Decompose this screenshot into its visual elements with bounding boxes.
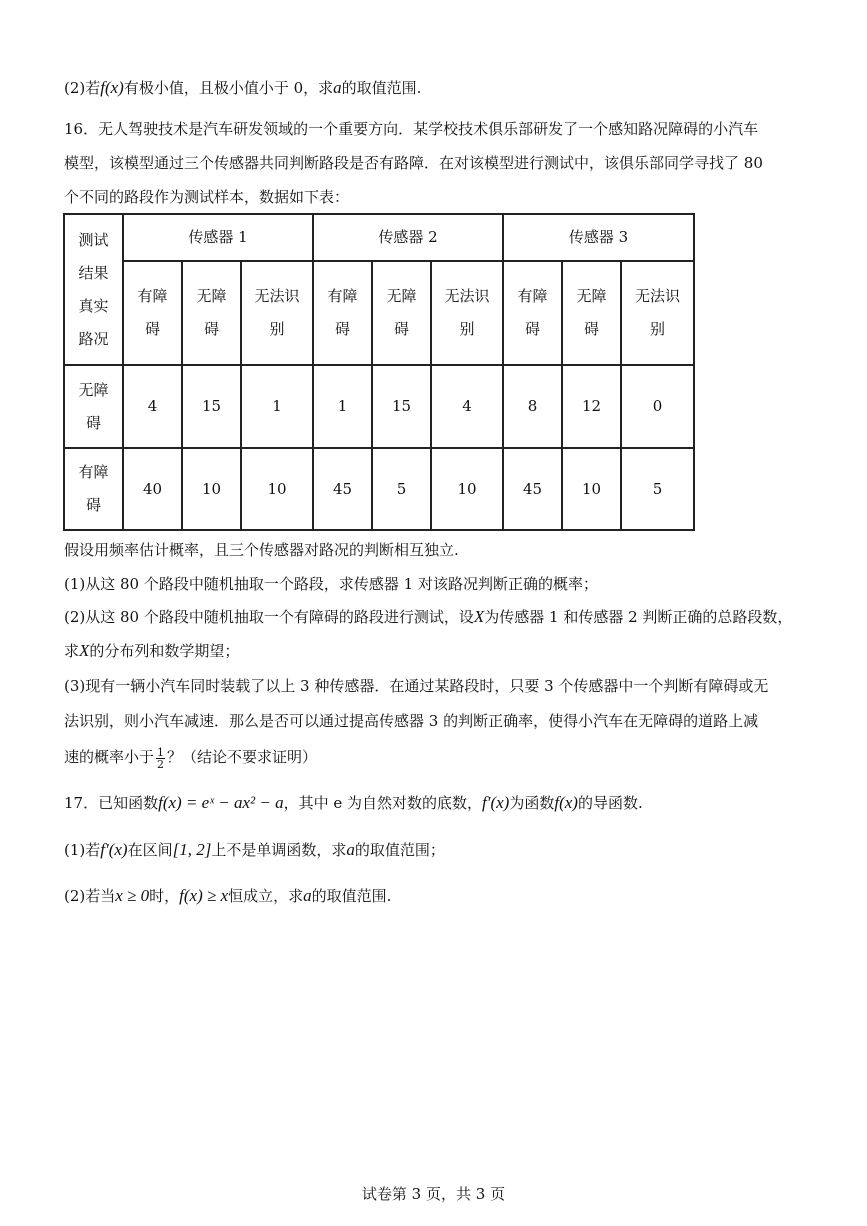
table-cell: 0 — [621, 365, 694, 448]
sensor-2-header: 传感器 2 — [313, 214, 503, 261]
table-cell: 1 — [241, 365, 313, 448]
table-cell: 45 — [313, 448, 372, 530]
table-cell: 12 — [562, 365, 621, 448]
q17-part2: (2)若当x ≥ 0时，f(x) ≥ x恒成立，求a的取值范围. — [64, 886, 392, 905]
subheader-unrecognized: 无法识 别 — [431, 261, 503, 365]
q16-part2-line1: (2)从这 80 个路段中随机抽取一个有障碍的路段进行测试，设X为传感器 1 和传感器 2 判断正确的总路段数， — [64, 607, 793, 626]
row-label: 有障 碍 — [64, 448, 123, 530]
sensor-1-header: 传感器 1 — [123, 214, 313, 261]
table-cell: 1 — [313, 365, 372, 448]
subheader-unrecognized: 无法识 别 — [621, 261, 694, 365]
table-cell: 5 — [372, 448, 431, 530]
q15-part2: (2)若f(x)有极小值，且极小值小于 0，求a的取值范围. — [64, 78, 422, 97]
corner-header: 测试 结果 真实 路况 — [64, 214, 123, 365]
math-fprime: f′(x) — [482, 793, 510, 812]
q17-stem: 17．已知函数f(x) = eˣ − ax² − a，其中 e 为自然对数的底数，f′(x)为函数f(x)的导函数. — [64, 793, 643, 812]
q16-part2-line2: 求X的分布列和数学期望； — [64, 641, 240, 660]
row-label: 无障 碍 — [64, 365, 123, 448]
sensor-data-table — [63, 213, 695, 531]
table-cell: 4 — [431, 365, 503, 448]
math-fx: f(x) — [100, 78, 124, 97]
table-cell: 10 — [241, 448, 313, 530]
q16-assumption: 假设用频率估计概率，且三个传感器对路况的判断相互独立. — [64, 541, 459, 559]
math-X: X — [79, 641, 90, 660]
table-cell: 15 — [182, 365, 241, 448]
q17-part1: (1)若f′(x)在区间[1, 2]上不是单调函数，求a的取值范围； — [64, 840, 445, 859]
subheader-no-obstacle: 无障 碍 — [372, 261, 431, 365]
table-cell: 8 — [503, 365, 562, 448]
table-cell: 4 — [123, 365, 182, 448]
q16-intro-line3: 个不同的路段作为测试样本，数据如下表： — [64, 188, 350, 206]
table-cell: 40 — [123, 448, 182, 530]
q16-part3-line3: 速的概率小于 $\frac{1}{2}$ ？（结论不要求证明） — [64, 745, 318, 771]
subheader-row — [64, 261, 694, 365]
subheader-no-obstacle: 无障 碍 — [562, 261, 621, 365]
table-cell: 10 — [431, 448, 503, 530]
math-fx: f(x) — [554, 793, 578, 812]
q16-intro-line2: 模型，该模型通过三个传感器共同判断路段是否有路障．在对该模型进行测试中，该俱乐部同学寻找了 80 — [64, 154, 763, 172]
math-interval: [1, 2] — [172, 840, 212, 859]
q16-intro-line1: 16．无人驾驶技术是汽车研发领域的一个重要方向．某学校技术俱乐部研发了一个感知路况障碍的小汽车 — [64, 120, 759, 138]
q16-part3-line2: 法识别，则小汽车减速．那么是否可以通过提高传感器 3 的判断正确率，使得小汽车在无障碍的道路上减 — [64, 712, 759, 730]
math-formula: f(x) = eˣ − ax² − a — [158, 793, 284, 812]
sensor-3-header: 传感器 3 — [503, 214, 694, 261]
table-cell: 10 — [562, 448, 621, 530]
math-condition: x ≥ 0 — [115, 886, 150, 905]
math-a: a — [333, 78, 342, 97]
subheader-obstacle: 有障 碍 — [503, 261, 562, 365]
subheader-unrecognized: 无法识 别 — [241, 261, 313, 365]
math-a: a — [303, 886, 312, 905]
q16-part1: (1)从这 80 个路段中随机抽取一个路段，求传感器 1 对该路况判断正确的概率； — [64, 575, 598, 593]
subheader-obstacle: 有障 碍 — [313, 261, 372, 365]
math-X: X — [473, 607, 485, 626]
table-cell: 5 — [621, 448, 694, 530]
table-cell: 10 — [182, 448, 241, 530]
fraction-one-half: $\frac{1}{2}$ — [157, 745, 165, 771]
q16-part3-line1: (3)现有一辆小汽车同时装载了以上 3 种传感器．在通过某路段时，只要 3 个传感器中一个判断有障碍或无 — [64, 677, 769, 695]
table-row — [64, 365, 694, 448]
math-a: a — [346, 840, 355, 859]
math-inequality: f(x) ≥ x — [179, 886, 229, 905]
table-cell: 45 — [503, 448, 562, 530]
subheader-no-obstacle: 无障 碍 — [182, 261, 241, 365]
subheader-obstacle: 有障 碍 — [123, 261, 182, 365]
math-fprime: f′(x) — [100, 840, 128, 859]
page-footer: 试卷第 3 页，共 3 页 — [361, 1185, 506, 1203]
table-row — [64, 448, 694, 530]
table-cell: 15 — [372, 365, 431, 448]
